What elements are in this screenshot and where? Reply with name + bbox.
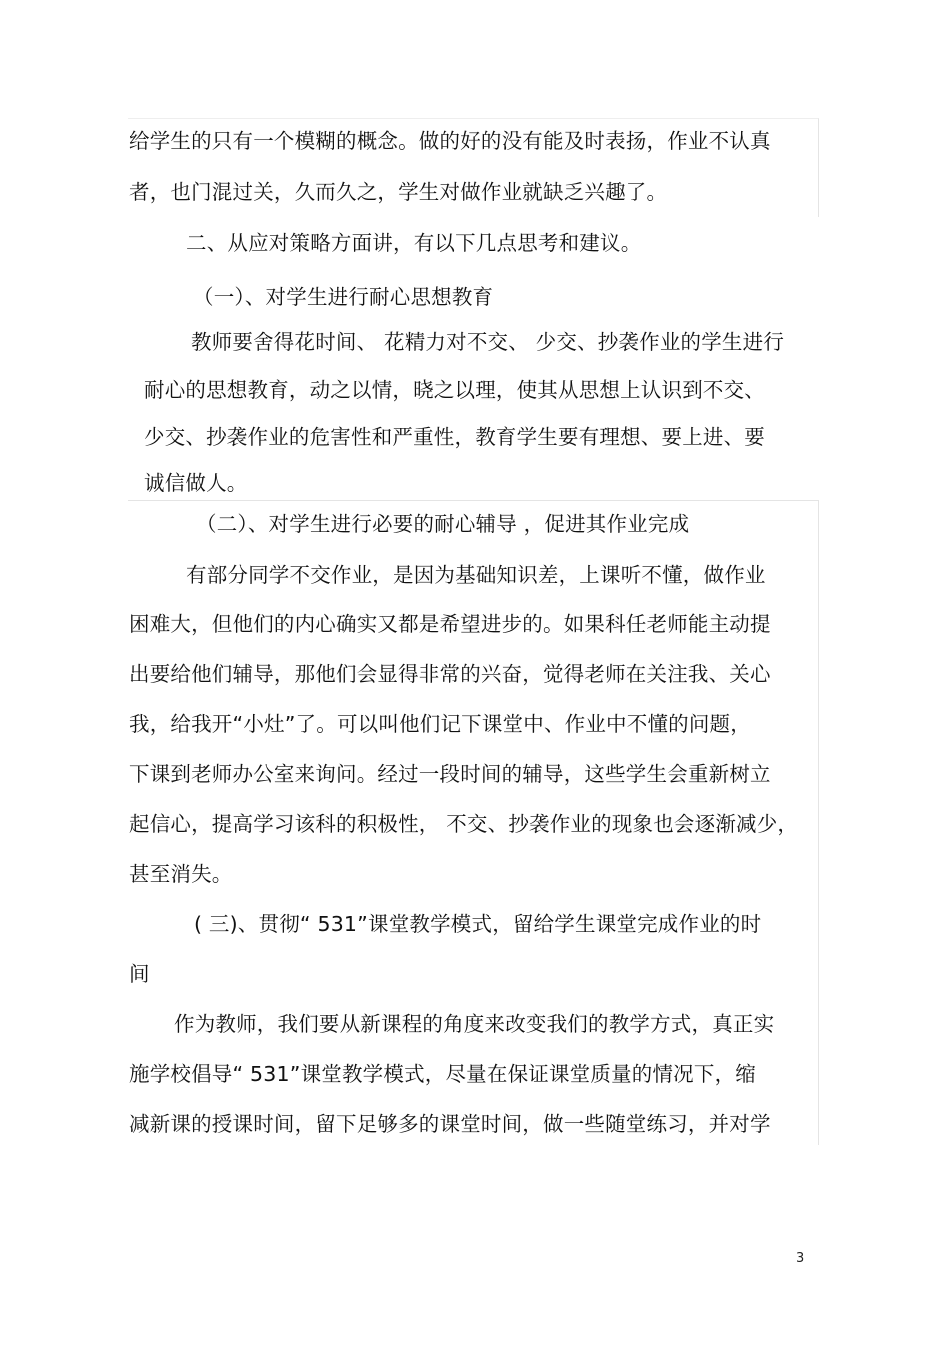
body-line: 给学生的只有一个模糊的概念。做的好的没有能及时表扬，作业不认真 — [129, 129, 771, 153]
body-line: 出要给他们辅导，那他们会显得非常的兴奋，觉得老师在关注我、关心 — [129, 662, 771, 686]
body-line: 起信心，提高学习该科的积极性， 不交、抄袭作业的现象也会逐渐减少， — [129, 812, 799, 836]
body-line: 下课到老师办公室来询问。经过一段时间的辅导，这些学生会重新树立 — [129, 762, 771, 786]
subsection-heading-2: （二）、对学生进行必要的耐心辅导 ，促进其作业完成 — [196, 512, 690, 536]
body-line: 有部分同学不交作业，是因为基础知识差，上课听不懂，做作业 — [186, 563, 766, 587]
body-line: 耐心的思想教育，动之以情，晓之以理，使其从思想上认识到不交、 — [144, 378, 765, 402]
body-line: 施学校倡导“ 531”课堂教学模式，尽量在保证课堂质量的情况下，缩 — [129, 1062, 756, 1086]
subsection-heading-1: （一）、对学生进行耐心思想教育 — [193, 285, 494, 309]
body-line: 甚至消失。 — [129, 862, 233, 886]
body-line: 者，也门混过关，久而久之，学生对做作业就缺乏兴趣了。 — [129, 180, 668, 204]
section-heading: 二、从应对策略方面讲，有以下几点思考和建议。 — [186, 231, 642, 255]
body-line: 减新课的授课时间，留下足够多的课堂时间，做一些随堂练习，并对学 — [129, 1112, 771, 1136]
body-line: 作为教师，我们要从新课程的角度来改变我们的教学方式，真正实 — [174, 1012, 775, 1036]
body-line: 教师要舍得花时间、 花精力对不交、 少交、抄袭作业的学生进行 — [191, 330, 785, 354]
body-line: 诚信做人。 — [144, 471, 248, 495]
body-line: 间 — [129, 962, 150, 986]
subsection-heading-3: ( 三)、贯彻“ 531”课堂教学模式，留给学生课堂完成作业的时 — [194, 912, 762, 936]
body-line: 少交、抄袭作业的危害性和严重性，教育学生要有理想、要上进、要 — [144, 425, 765, 449]
body-line: 我，给我开“小灶”了。可以叫他们记下课堂中、作业中不懂的问题， — [129, 712, 751, 736]
page-number: 3 — [796, 1251, 805, 1266]
body-line: 困难大，但他们的内心确实又都是希望进步的。如果科任老师能主动提 — [129, 612, 771, 636]
